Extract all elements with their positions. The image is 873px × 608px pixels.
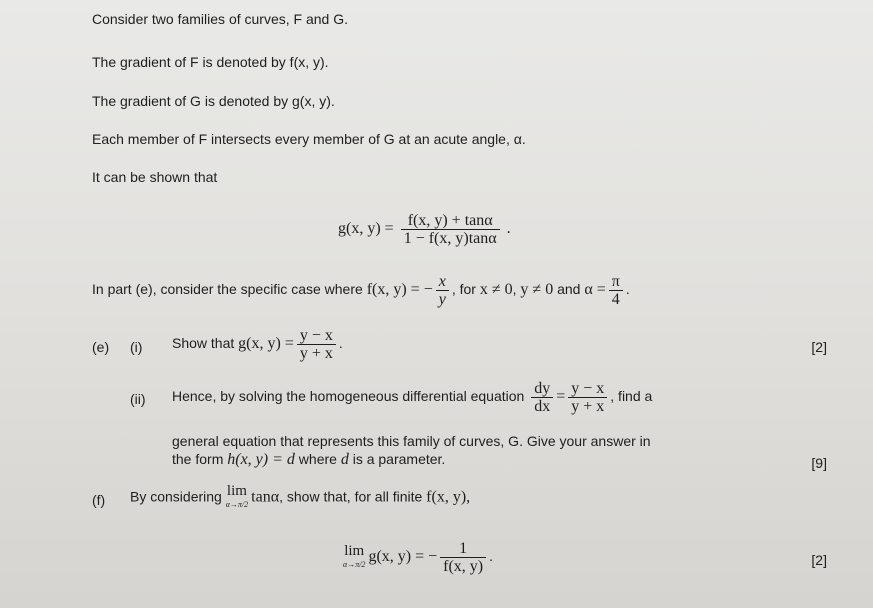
part-e-ii-den: y + x (571, 398, 605, 415)
part-f-fraction (440, 540, 486, 575)
part-f-text-b: , show that, for all finite (279, 488, 423, 505)
part-e-ii-line3-b: where (298, 451, 337, 467)
main-formula-end: . (506, 220, 511, 238)
part-f-fxy: f(x, y), (426, 488, 471, 506)
part-f-limit (226, 485, 248, 511)
part-e-ii-line-2: general equation that represents this family of curves, G. Give your answer in (172, 433, 651, 449)
part-f-lim-sub: α→π/2 (225, 500, 249, 509)
case-text-c: and (557, 281, 581, 298)
part-f-marks: [2] (811, 552, 827, 568)
part-e-ii-line-1 (172, 380, 652, 415)
intro-line-1: Consider two families of curves, F and G. (92, 11, 348, 27)
part-f-line-1 (130, 485, 470, 511)
intro-line-4: Each member of F intersects every member of G at an acute angle, α. (92, 131, 526, 147)
main-formula (338, 212, 511, 247)
part-e-i-end: . (338, 335, 343, 352)
part-f-num: 1 (440, 540, 486, 558)
part-e-i-line (172, 327, 343, 362)
part-e-ii-h-form: h(x, y) = d (227, 451, 295, 468)
intro-line-5: It can be shown that (92, 169, 218, 185)
part-e-ii-line3-a: the form (172, 451, 224, 467)
case-f-lhs: f(x, y) = − (366, 281, 433, 299)
part-e-i-label: (i) (130, 339, 143, 355)
part-e-ii-dnum: dy (531, 380, 553, 398)
case-end: . (625, 281, 630, 298)
case-alpha: α = (584, 281, 606, 299)
part-e-ii-d: d (340, 451, 349, 468)
part-e-ii-label: (ii) (130, 391, 146, 407)
part-f-end: . (489, 548, 494, 565)
part-f-lim-expr: tanα (251, 488, 280, 506)
part-f-den: f(x, y) (443, 558, 484, 575)
part-e-ii-text-a: Hence, by solving the homogeneous differential equation (172, 388, 525, 405)
case-alpha-den: 4 (611, 291, 620, 308)
part-e-ii-fraction (568, 380, 607, 415)
part-e-ii-dden: dx (534, 398, 551, 415)
part-f-lim2-word: lim (344, 542, 365, 559)
case-text-b: , for (451, 281, 476, 298)
part-f-limit-2 (343, 542, 366, 571)
case-alpha-num: π (609, 273, 623, 291)
part-e-ii-eq: = (556, 388, 566, 406)
part-e-i-text: Show that (172, 335, 235, 352)
part-e-ii-line-3 (172, 450, 445, 469)
part-e-label: (e) (92, 339, 110, 355)
case-f-den: y (438, 291, 446, 308)
part-f-lim-word: lim (226, 483, 247, 499)
case-f-num: x (436, 273, 449, 291)
case-line (92, 273, 630, 308)
intro-line-3: The gradient of G is denoted by g(x, y). (92, 93, 335, 109)
part-e-i-lhs: g(x, y) = (238, 335, 294, 353)
part-f-lim2-sub: α→π/2 (343, 559, 366, 569)
part-e-i-den: y + x (299, 345, 333, 362)
case-f-fraction (436, 273, 449, 308)
part-e-ii-derivative (531, 380, 553, 415)
part-f-lim2-expr: g(x, y) = − (368, 548, 438, 566)
main-formula-numerator: f(x, y) + tanα (401, 212, 500, 230)
part-e-i-marks: [2] (811, 339, 827, 355)
case-alpha-fraction (609, 273, 623, 308)
part-f-label: (f) (92, 492, 106, 508)
part-e-ii-line3-c: is a parameter. (352, 451, 446, 467)
part-e-ii-text-b: , find a (610, 388, 653, 405)
part-e-ii-marks: [9] (811, 455, 827, 471)
case-sep: , (512, 281, 517, 298)
case-text-a: In part (e), consider the specific case where (92, 281, 363, 298)
part-e-i-num: y − x (297, 327, 336, 345)
part-e-ii-num: y − x (568, 380, 607, 398)
case-cond-2: y ≠ 0 (520, 281, 554, 299)
part-f-formula (343, 540, 493, 575)
main-formula-fraction (401, 212, 500, 247)
intro-line-2: The gradient of F is denoted by f(x, y). (92, 54, 329, 70)
main-formula-lhs: g(x, y) = (338, 220, 394, 238)
part-f-text-a: By considering (130, 488, 222, 505)
main-formula-denominator: 1 − f(x, y)tanα (403, 230, 497, 247)
part-e-i-fraction (297, 327, 336, 362)
case-cond-1: x ≠ 0 (479, 281, 513, 299)
